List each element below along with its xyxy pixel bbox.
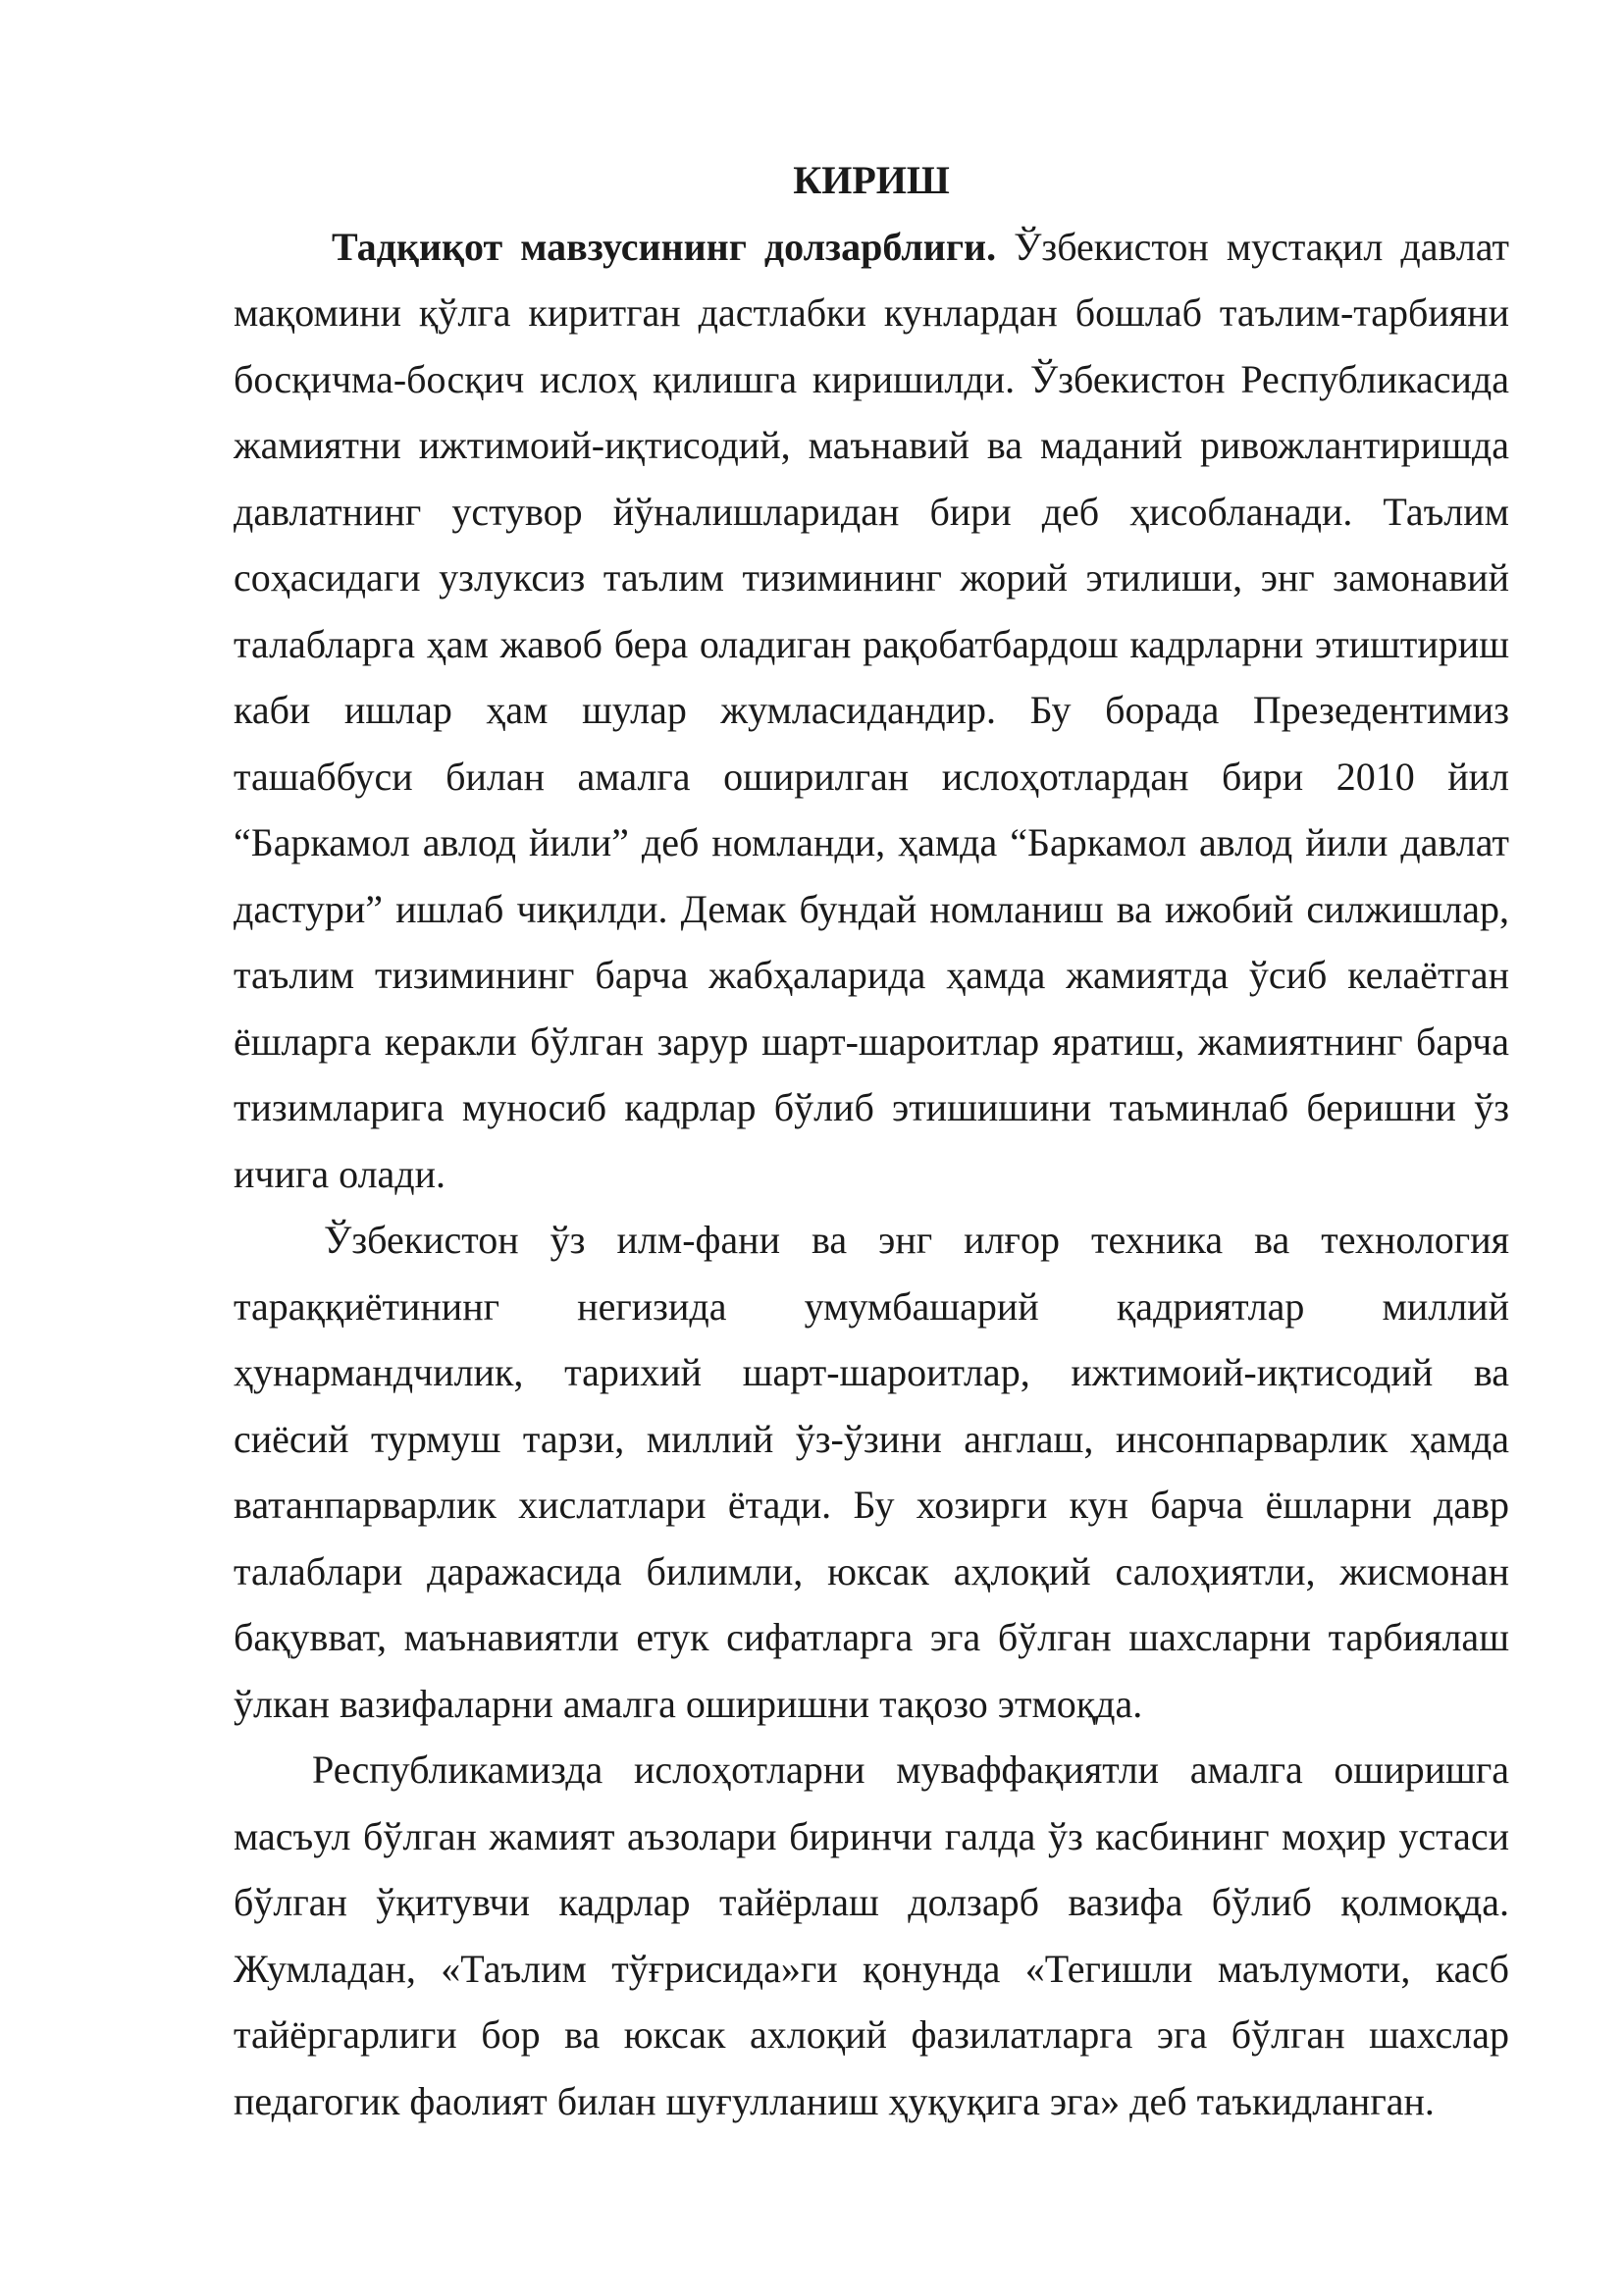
paragraph-text: Республикамизда ислоҳотларни муваффақиятли амалга оширишга масъул бўлган жамият аъзолари биринчи галда ўз касбининг моҳир устаси бўлган ўқитувчи кадрлар тайёрлаш долзарб вазифа бўлиб қолмоқда. Жумладан, «Таълим тўғрисида»ги қонунда «Тегишли маълумоти, касб тайёргарлиги бор ва юксак ахлоқий фазилатларга эга бўлган шахслар педагогик фаолият билан шуғулланиш ҳуқуқига эга» деб таъкидланган. <box>234 1748 1509 2123</box>
section-heading: КИРИШ <box>793 158 950 202</box>
paragraph-text: Ўзбекистон мустақил давлат мақомини қўлга киритган дастлабки кунлардан бошлаб таълим-тарбияни босқичма-босқич ислоҳ қилишга киришилди. Ўзбекистон Республикасида жамиятни ижтимоий-иқтисодий, маънавий ва маданий ривожлантиришда давлатнинг устувор йўналишларидан бири деб ҳисобланади. Таълим соҳасидаги узлуксиз таълим тизимининг жорий этилиши, энг замонавий талабларга ҳам жавоб бера оладиган рақобатбардош кадрларни этиштириш каби ишлар ҳам шулар жумласидандир. Бу борада Презедентимиз ташаббуси билан амалга оширилган ислоҳотлардан бири 2010 йил “Баркамол авлод йили” деб номланди, ҳамда “Баркамол авлод йили давлат дастури” ишлаб чиқилди. Демак бундай номланиш ва ижобий силжишлар, таълим тизимининг барча жабҳаларида ҳамда жамиятда ўсиб келаётган ёшларга керакли бўлган зарур шарт-шароитлар яратиш, жамиятнинг барча тизимларига муносиб кадрлар бўлиб этишишини таъминлаб беришни ўз ичига олади. <box>234 224 1509 1196</box>
paragraph-text: Ўзбекистон ўз илм-фани ва энг илғор техника ва технология тараққиётининг негизида умумбашарий қадриятлар миллий ҳунармандчилик, тарихий шарт-шароитлар, ижтимоий-иқтисодий ва сиёсий турмуш тарзи, миллий ўз-ўзини англаш, инсонпарварлик ҳамда ватанпарварлик хислатлари ётади. Бу хозирги кун барча ёшларни давр талаблари даражасида билимли, юксак аҳлоқий салоҳиятли, жисмонан бақувват, маънавиятли етук сифатларга эга бўлган шахсларни тарбиялаш ўлкан вазифаларни амалга оширишни тақозо этмоқда. <box>234 1218 1509 1726</box>
paragraph-uzbekistan-science <box>234 1207 1509 1737</box>
document-page <box>234 147 1509 2134</box>
paragraph-reforms <box>234 1737 1509 2134</box>
paragraph-relevance <box>234 214 1509 1208</box>
paragraph-lead: Тадқиқот мавзусининг долзарблиги. <box>332 224 997 269</box>
